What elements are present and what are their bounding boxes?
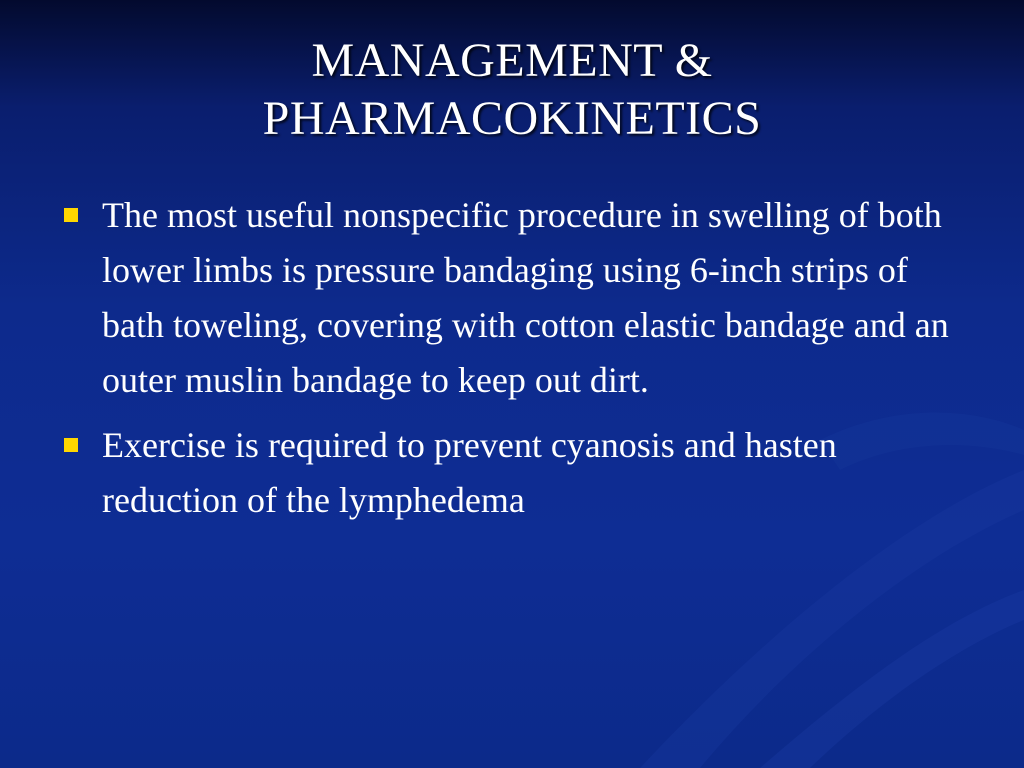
bullet-item [62,188,962,408]
bullet-text: The most useful nonspecific procedure in swelling of both lower limbs is pressure bandaging using 6-inch strips of bath toweling, covering with cotton elastic bandage and an outer muslin bandage to keep out dirt. [102,195,949,400]
bullet-item [62,418,962,528]
bullet-list [62,188,962,538]
slide-title-line-1: MANAGEMENT & [311,34,713,87]
square-bullet-icon [64,208,78,222]
slide-title-line-2: PHARMACOKINETICS [262,92,762,145]
bullet-text: Exercise is required to prevent cyanosis and hasten reduction of the lymphedema [102,425,837,520]
square-bullet-icon [64,438,78,452]
slide-title [0,32,1024,148]
